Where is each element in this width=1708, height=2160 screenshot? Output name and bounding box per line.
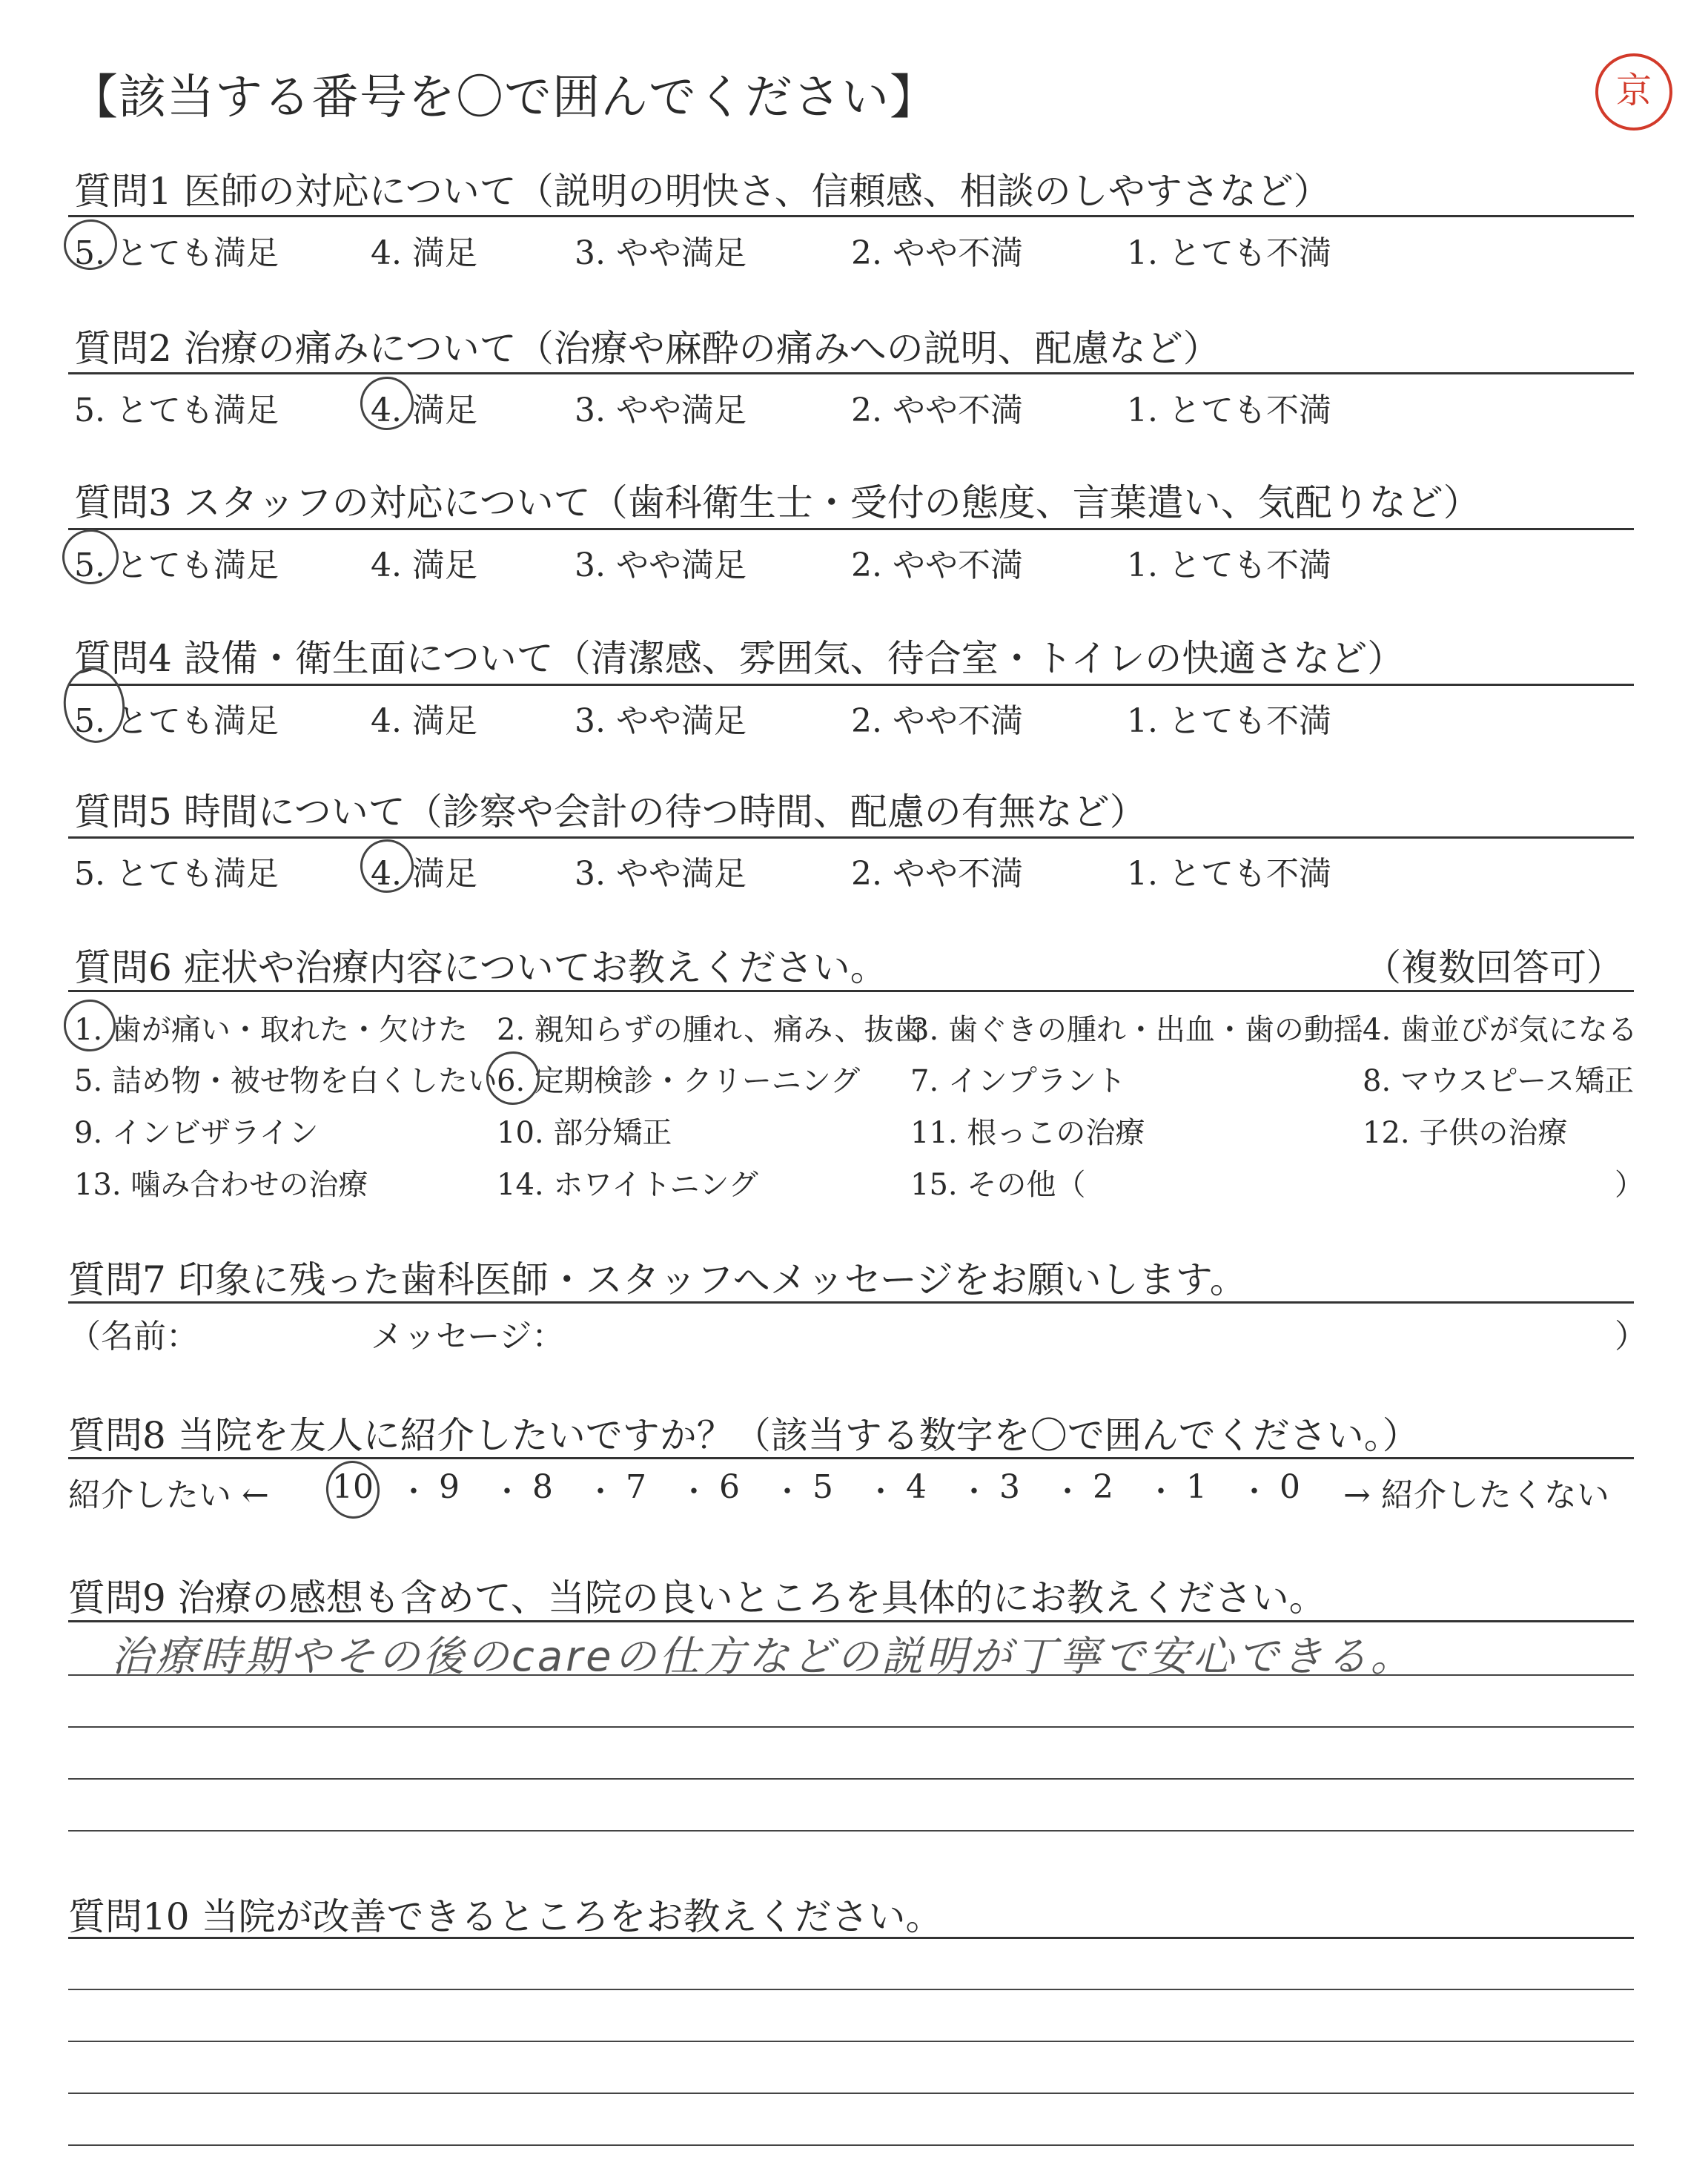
q8-separator: ・ bbox=[1239, 1475, 1269, 1509]
q2-option-3[interactable]: 3. やや満足 bbox=[575, 392, 747, 429]
seal-stamp bbox=[1595, 53, 1672, 131]
q6-item-1[interactable]: 1. 歯が痛い・取れた・欠けた bbox=[74, 1013, 468, 1047]
q7-name-label: （名前： bbox=[68, 1318, 199, 1355]
q8-scale-8[interactable]: 8 bbox=[532, 1468, 553, 1506]
q4-option-4[interactable]: 4. 満足 bbox=[371, 702, 477, 740]
question-6-rule bbox=[68, 990, 1634, 992]
question-8-rule bbox=[68, 1457, 1634, 1459]
q8-selection-circle bbox=[322, 1457, 383, 1522]
q10-answer-line bbox=[68, 1989, 1634, 1990]
q6-item-3[interactable]: 3. 歯ぐきの腫れ・出血・歯の動揺 bbox=[910, 1013, 1363, 1047]
q7-close-paren: ） bbox=[1615, 1318, 1647, 1355]
q8-scale-10[interactable]: 10 bbox=[332, 1468, 374, 1506]
q6-item-5[interactable]: 5. 詰め物・被せ物を白くしたい bbox=[74, 1064, 497, 1098]
q6-item-4[interactable]: 4. 歯並びが気になる bbox=[1363, 1013, 1638, 1047]
q8-right-label: → 紹介したくない bbox=[1343, 1476, 1609, 1514]
q8-separator: ・ bbox=[399, 1475, 428, 1509]
q8-scale-3[interactable]: 3 bbox=[999, 1468, 1020, 1506]
question-10-title: 質問10 当院が改善できるところをお教えください。 bbox=[68, 1895, 943, 1938]
q6-item-8[interactable]: 8. マウスピース矯正 bbox=[1363, 1064, 1635, 1098]
question-6-note: （複数回答可） bbox=[1364, 946, 1623, 989]
q6-item-7[interactable]: 7. インプラント bbox=[910, 1064, 1126, 1098]
question-3-rule bbox=[68, 528, 1634, 530]
question-9-rule bbox=[68, 1620, 1634, 1622]
q4-option-5[interactable]: 5. とても満足 bbox=[74, 702, 279, 740]
q5-option-1[interactable]: 1. とても不満 bbox=[1127, 855, 1331, 893]
q9-answer-line bbox=[68, 1674, 1634, 1676]
q3-option-3[interactable]: 3. やや満足 bbox=[575, 546, 747, 584]
question-5-title: 質問5 時間について（診察や会計の待つ時間、配慮の有無など） bbox=[74, 790, 1147, 833]
q8-scale-5[interactable]: 5 bbox=[812, 1468, 833, 1506]
q8-scale-1[interactable]: 1 bbox=[1186, 1468, 1207, 1506]
question-3-title: 質問3 スタッフの対応について（歯科衛生士・受付の態度、言葉遣い、気配りなど） bbox=[74, 481, 1480, 524]
q6-item-14[interactable]: 14. ホワイトニング bbox=[497, 1168, 758, 1202]
q8-separator: ・ bbox=[959, 1475, 989, 1509]
q6-item-15[interactable]: 15. その他（ bbox=[910, 1168, 1086, 1202]
q6-item-13[interactable]: 13. 噛み合わせの治療 bbox=[74, 1168, 368, 1202]
q8-separator: ・ bbox=[492, 1475, 522, 1509]
q6-item-6[interactable]: 6. 定期検診・クリーニング bbox=[497, 1064, 861, 1098]
q1-option-1[interactable]: 1. とても不満 bbox=[1127, 234, 1331, 272]
q6-item-11[interactable]: 11. 根っこの治療 bbox=[910, 1116, 1145, 1150]
q5-option-4[interactable]: 4. 満足 bbox=[371, 855, 477, 893]
q8-scale-9[interactable]: 9 bbox=[439, 1468, 460, 1506]
q8-scale-6[interactable]: 6 bbox=[719, 1468, 740, 1506]
q8-separator: ・ bbox=[866, 1475, 896, 1509]
page-title: 【該当する番号を〇で囲んでください】 bbox=[70, 70, 938, 125]
question-7-title: 質問7 印象に残った歯科医師・スタッフへメッセージをお願いします。 bbox=[68, 1258, 1247, 1301]
q10-answer-line bbox=[68, 2144, 1634, 2146]
q2-option-2[interactable]: 2. やや不満 bbox=[851, 392, 1023, 429]
q4-option-2[interactable]: 2. やや不満 bbox=[851, 702, 1023, 740]
q8-left-label: 紹介したい ← bbox=[68, 1476, 269, 1514]
question-1-rule bbox=[68, 215, 1634, 217]
q8-separator: ・ bbox=[586, 1475, 615, 1509]
q6-item-12[interactable]: 12. 子供の治療 bbox=[1363, 1116, 1568, 1150]
q10-answer-line bbox=[68, 2041, 1634, 2042]
question-6-title: 質問6 症状や治療内容についてお教えください。 bbox=[74, 946, 887, 989]
question-9-title: 質問9 治療の感想も含めて、当院の良いところを具体的にお教えください。 bbox=[68, 1576, 1326, 1619]
q2-option-1[interactable]: 1. とても不満 bbox=[1127, 392, 1331, 429]
q9-answer-line bbox=[68, 1726, 1634, 1728]
q2-option-4[interactable]: 4. 満足 bbox=[371, 392, 477, 429]
q9-answer-line bbox=[68, 1830, 1634, 1832]
q10-answer-line bbox=[68, 2093, 1634, 2094]
seal-stamp-text: 京 bbox=[1615, 70, 1652, 111]
q8-scale-4[interactable]: 4 bbox=[906, 1468, 927, 1506]
question-2-rule bbox=[68, 372, 1634, 374]
q5-option-3[interactable]: 3. やや満足 bbox=[575, 855, 747, 893]
question-5-rule bbox=[68, 836, 1634, 839]
q3-option-2[interactable]: 2. やや不満 bbox=[851, 546, 1023, 584]
q8-separator: ・ bbox=[679, 1475, 709, 1509]
q6-item-10[interactable]: 10. 部分矯正 bbox=[497, 1116, 672, 1150]
question-10-rule bbox=[68, 1937, 1634, 1939]
q6-item-15-close: ） bbox=[1615, 1168, 1644, 1202]
q6-item-9[interactable]: 9. インビザライン bbox=[74, 1116, 319, 1150]
q1-option-5[interactable]: 5. とても満足 bbox=[74, 234, 279, 272]
question-4-rule bbox=[68, 684, 1634, 686]
q6-item-2[interactable]: 2. 親知らずの腫れ、痛み、抜歯 bbox=[497, 1013, 924, 1047]
question-8-title: 質問8 当院を友人に紹介したいですか？（該当する数字を〇で囲んでください。） bbox=[68, 1414, 1420, 1457]
q4-option-1[interactable]: 1. とても不満 bbox=[1127, 702, 1331, 740]
q7-message-label: メッセージ： bbox=[371, 1318, 565, 1355]
q3-option-1[interactable]: 1. とても不満 bbox=[1127, 546, 1331, 584]
q3-option-5[interactable]: 5. とても満足 bbox=[74, 546, 279, 584]
q1-option-2[interactable]: 2. やや不満 bbox=[851, 234, 1023, 272]
q9-handwritten-answer[interactable]: 治療時期やその後のcareの仕方などの説明が丁寧で安心できる。 bbox=[111, 1633, 1415, 1681]
q3-option-4[interactable]: 4. 満足 bbox=[371, 546, 477, 584]
q1-option-3[interactable]: 3. やや満足 bbox=[575, 234, 747, 272]
question-1-title: 質問1 医師の対応について（説明の明快さ、信頼感、相談のしやすさなど） bbox=[74, 170, 1331, 213]
q8-separator: ・ bbox=[1146, 1475, 1176, 1509]
q8-scale-0[interactable]: 0 bbox=[1280, 1468, 1300, 1506]
q8-scale-2[interactable]: 2 bbox=[1093, 1468, 1113, 1506]
question-4-title: 質問4 設備・衛生面について（清潔感、雰囲気、待合室・トイレの快適さなど） bbox=[74, 637, 1405, 680]
q9-answer-line bbox=[68, 1778, 1634, 1780]
q8-scale-7[interactable]: 7 bbox=[626, 1468, 646, 1506]
question-2-title: 質問2 治療の痛みについて（治療や麻酔の痛みへの説明、配慮など） bbox=[74, 327, 1220, 370]
q5-option-2[interactable]: 2. やや不満 bbox=[851, 855, 1023, 893]
q8-separator: ・ bbox=[772, 1475, 802, 1509]
q5-option-5[interactable]: 5. とても満足 bbox=[74, 855, 279, 893]
q1-option-4[interactable]: 4. 満足 bbox=[371, 234, 477, 272]
q8-separator: ・ bbox=[1053, 1475, 1082, 1509]
question-7-rule bbox=[68, 1301, 1634, 1304]
q4-option-3[interactable]: 3. やや満足 bbox=[575, 702, 747, 740]
q2-option-5[interactable]: 5. とても満足 bbox=[74, 392, 279, 429]
